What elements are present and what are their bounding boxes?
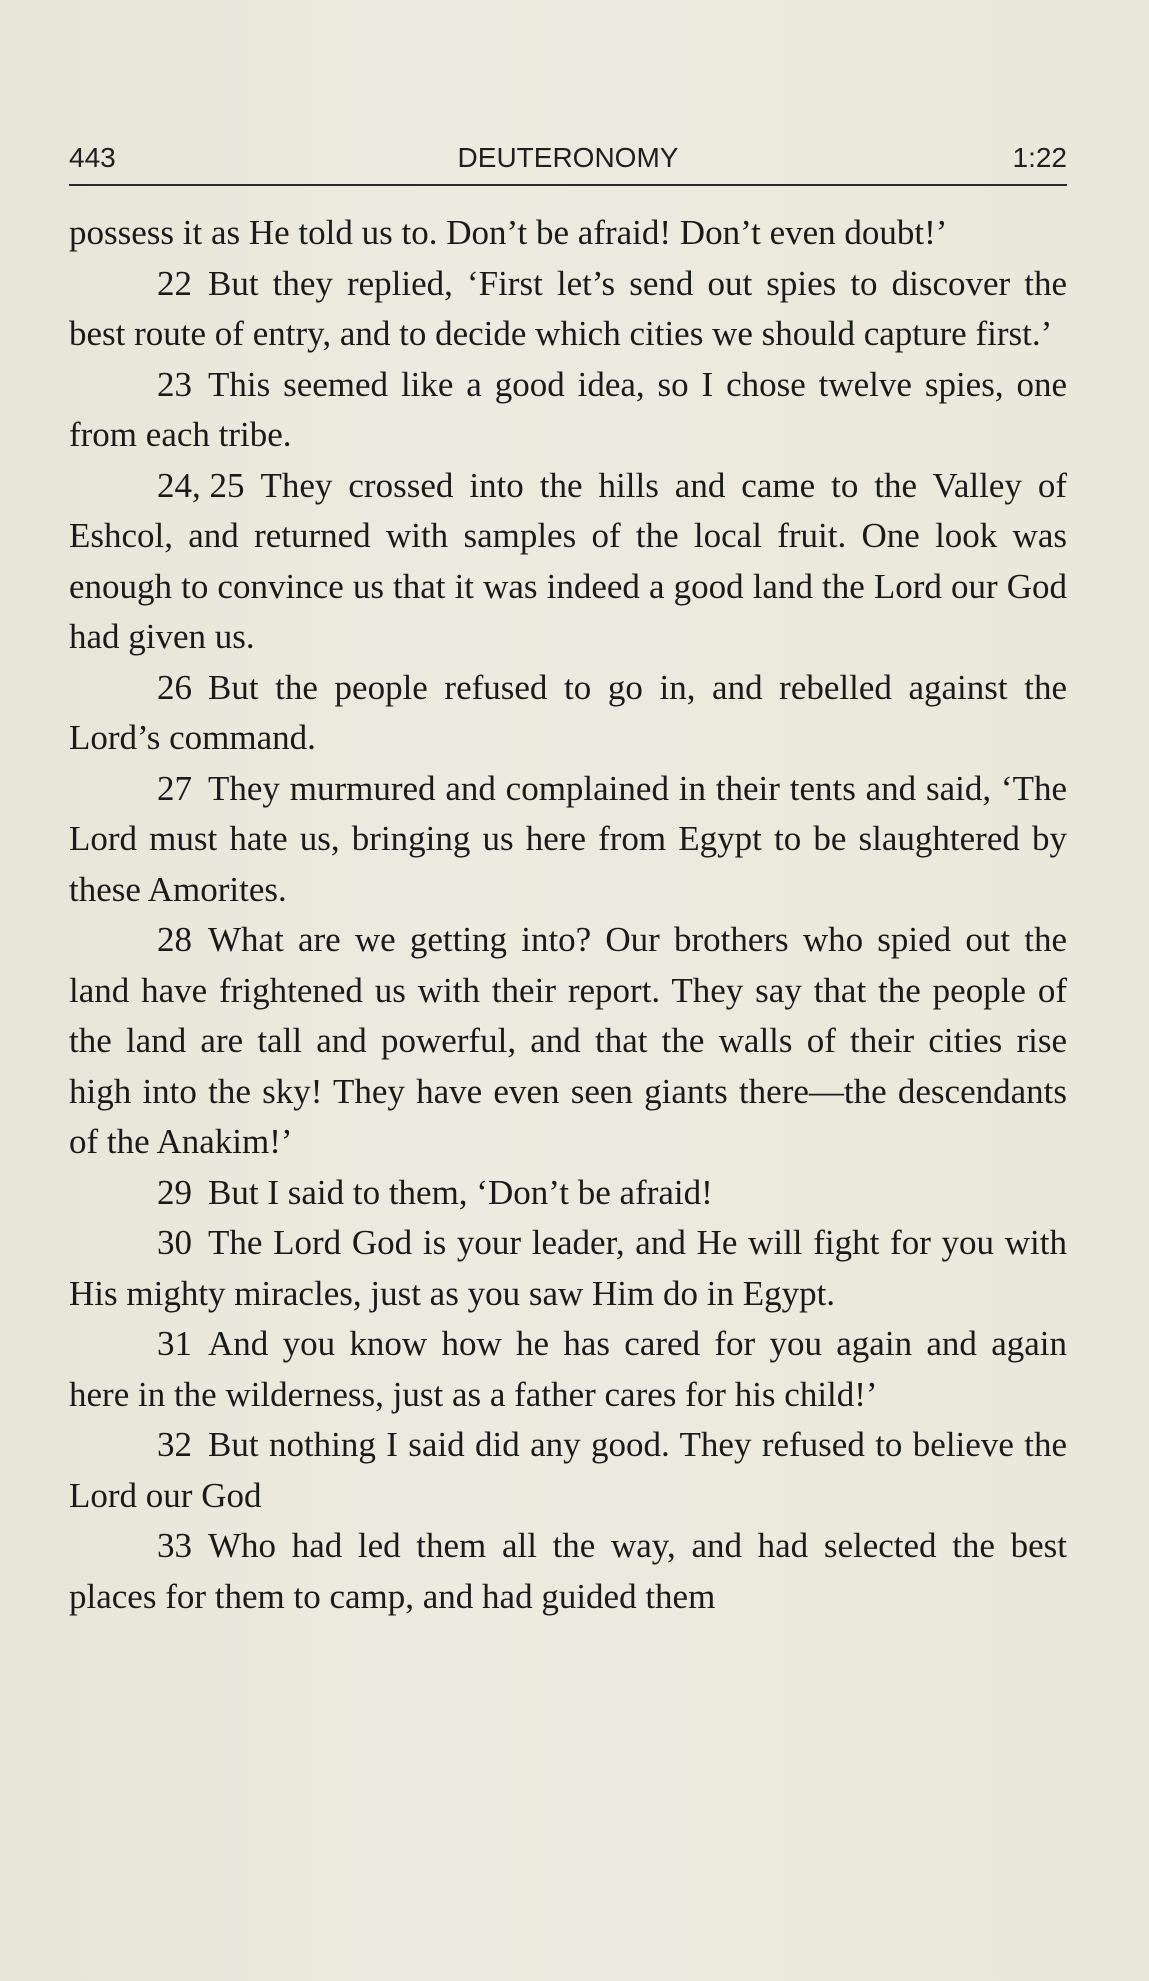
verse-number: 27 xyxy=(157,768,192,808)
verse-number: 23 xyxy=(157,364,192,404)
verse-text: The Lord God is your leader, and He will fight for you with His mighty miracles, just as you saw Him do in Egypt. xyxy=(69,1223,1067,1313)
verse-number: 32 xyxy=(157,1425,192,1464)
verse-number: 29 xyxy=(157,1172,192,1212)
verse-paragraph xyxy=(69,1218,1067,1319)
paragraph-continuation xyxy=(69,208,1067,259)
paragraph-text: possess it as He told us to. Don’t be afraid! Don’t even doubt!’ xyxy=(69,213,948,252)
verse-paragraph xyxy=(69,461,1067,663)
verse-number: 24, 25 xyxy=(157,465,245,505)
header-rule xyxy=(69,184,1067,186)
verse-text: They murmured and complained in their tents and said, ‘The Lord must hate us, bringing us here from Egypt to be slaughtered by these Amorites. xyxy=(69,768,1067,909)
page-number: 443 xyxy=(69,142,116,173)
verse-number: 30 xyxy=(157,1223,192,1262)
chapter-verse-reference: 1:22 xyxy=(1012,142,1067,173)
verse-text: But the people refused to go in, and rebelled against the Lord’s command. xyxy=(69,667,1067,757)
page-body xyxy=(69,208,1067,1622)
verse-paragraph xyxy=(69,360,1067,461)
verse-text: But they replied, ‘First let’s send out spies to discover the best route of entry, and to decide which cities we should capture first.’ xyxy=(69,263,1067,353)
verse-number: 28 xyxy=(157,920,192,959)
verse-text: They crossed into the hills and came to the Valley of Eshcol, and returned with samples of the local fruit. One look was enough to convince us that it was indeed a good land the Lord our God had given us. xyxy=(69,465,1067,656)
verse-number: 31 xyxy=(157,1324,192,1363)
verse-text: What are we getting into? Our brothers who spied out the land have frightened us with their report. They say that the people of the land are tall and powerful, and that the walls of their cities rise high into the sky! They have even seen giants there—the descendants of the Anakim!’ xyxy=(69,920,1067,1161)
verse-paragraph xyxy=(69,1319,1067,1420)
book-title: DEUTERONOMY xyxy=(457,142,679,173)
verse-text: But nothing I said did any good. They refused to believe the Lord our God xyxy=(69,1425,1067,1515)
verse-text: But I said to them, ‘Don’t be afraid! xyxy=(208,1172,713,1212)
verse-number: 26 xyxy=(157,667,192,707)
verse-text: This seemed like a good idea, so I chose twelve spies, one from each tribe. xyxy=(69,364,1067,454)
verse-number: 22 xyxy=(157,263,192,303)
verse-paragraph xyxy=(69,1521,1067,1622)
verse-paragraph xyxy=(69,915,1067,1168)
verse-text: And you know how he has cared for you again and again here in the wilderness, just as a father cares for his child!’ xyxy=(69,1324,1067,1414)
verse-paragraph xyxy=(69,764,1067,916)
verse-paragraph xyxy=(69,1420,1067,1521)
verse-number: 33 xyxy=(157,1526,192,1565)
running-header xyxy=(69,142,1067,182)
verse-paragraph xyxy=(69,259,1067,360)
verse-text: Who had led them all the way, and had selected the best places for them to camp, and had guided them xyxy=(69,1526,1067,1616)
verse-paragraph xyxy=(69,663,1067,764)
verse-paragraph xyxy=(69,1168,1067,1219)
